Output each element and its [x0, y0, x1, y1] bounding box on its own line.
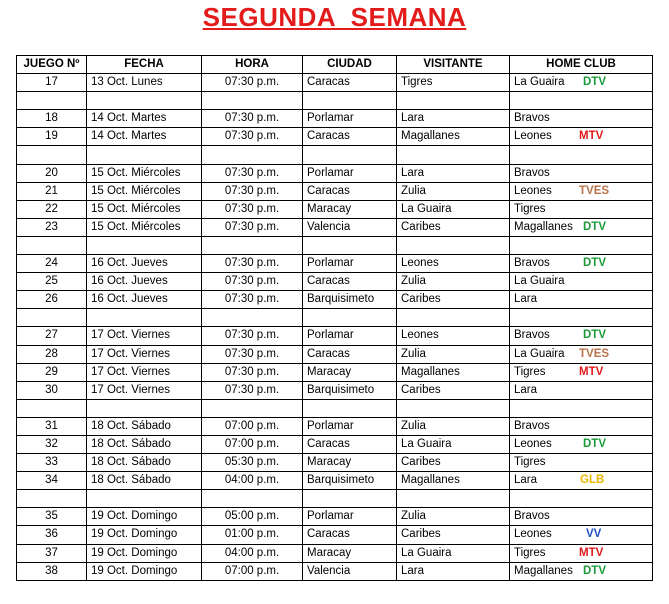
- cell-fecha: 15 Oct. Miércoles: [87, 182, 202, 200]
- empty-cell: [303, 146, 397, 164]
- cell-hora: 07:30 p.m.: [202, 273, 303, 291]
- tv-network-badge: DTV: [583, 329, 606, 342]
- cell-fecha: 15 Oct. Miércoles: [87, 218, 202, 236]
- cell-fecha: 17 Oct. Viernes: [87, 381, 202, 399]
- cell-visitante: Lara: [397, 164, 510, 182]
- home-club-name: Tigres: [514, 456, 546, 469]
- table-row: [17, 472, 653, 490]
- title-text: SEGUNDA SEMANA: [202, 2, 467, 32]
- cell-visitante: Leones: [397, 327, 510, 345]
- empty-cell: [510, 309, 653, 327]
- empty-cell: [17, 92, 87, 110]
- table-row: [17, 454, 653, 472]
- header-home-club: HOME CLUB: [510, 56, 653, 74]
- home-club-name: Tigres: [514, 546, 546, 559]
- separator-row: [17, 490, 653, 508]
- cell-visitante: Zulia: [397, 273, 510, 291]
- empty-cell: [17, 146, 87, 164]
- cell-home-club: [510, 200, 653, 218]
- empty-cell: [87, 236, 202, 254]
- home-club-name: La Guaira: [514, 347, 565, 360]
- header-juego: JUEGO Nº: [17, 56, 87, 74]
- home-club-name: La Guaira: [514, 275, 565, 288]
- cell-home-club: [510, 417, 653, 435]
- header-row: [17, 56, 653, 74]
- cell-fecha: 18 Oct. Sábado: [87, 454, 202, 472]
- cell-visitante: La Guaira: [397, 544, 510, 562]
- empty-cell: [17, 490, 87, 508]
- table-row: [17, 291, 653, 309]
- cell-home-club: [510, 435, 653, 453]
- cell-home-club: [510, 255, 653, 273]
- empty-cell: [87, 92, 202, 110]
- tv-network-badge: DTV: [583, 220, 606, 233]
- home-club-name: La Guaira: [514, 76, 565, 89]
- cell-visitante: Zulia: [397, 345, 510, 363]
- empty-cell: [202, 92, 303, 110]
- header-visitante: VISITANTE: [397, 56, 510, 74]
- cell-juego: 37: [17, 544, 87, 562]
- schedule-table: [16, 55, 653, 581]
- cell-juego: 36: [17, 526, 87, 544]
- tv-network-badge: TVES: [579, 184, 610, 197]
- cell-visitante: Magallanes: [397, 128, 510, 146]
- table-row: [17, 417, 653, 435]
- cell-home-club: [510, 327, 653, 345]
- tv-network-badge: DTV: [583, 437, 606, 450]
- cell-hora: 07:30 p.m.: [202, 327, 303, 345]
- cell-visitante: Zulia: [397, 182, 510, 200]
- cell-fecha: 17 Oct. Viernes: [87, 345, 202, 363]
- cell-hora: 04:00 p.m.: [202, 544, 303, 562]
- cell-home-club: [510, 544, 653, 562]
- schedule-body: [17, 74, 653, 581]
- table-row: [17, 381, 653, 399]
- cell-visitante: Zulia: [397, 417, 510, 435]
- cell-home-club: [510, 291, 653, 309]
- home-club-name: Bravos: [514, 419, 550, 432]
- cell-home-club: [510, 110, 653, 128]
- cell-home-club: [510, 363, 653, 381]
- cell-juego: 25: [17, 273, 87, 291]
- separator-row: [17, 92, 653, 110]
- cell-visitante: Caribes: [397, 291, 510, 309]
- empty-cell: [303, 92, 397, 110]
- tv-network-badge: MTV: [579, 365, 604, 378]
- cell-ciudad: Caracas: [303, 74, 397, 92]
- cell-ciudad: Porlamar: [303, 255, 397, 273]
- empty-cell: [397, 490, 510, 508]
- table-row: [17, 345, 653, 363]
- cell-juego: 17: [17, 74, 87, 92]
- cell-juego: 26: [17, 291, 87, 309]
- cell-visitante: Caribes: [397, 454, 510, 472]
- tv-network-badge: DTV: [583, 76, 606, 89]
- cell-visitante: Magallanes: [397, 472, 510, 490]
- cell-fecha: 14 Oct. Martes: [87, 128, 202, 146]
- cell-fecha: 16 Oct. Jueves: [87, 255, 202, 273]
- cell-ciudad: Porlamar: [303, 327, 397, 345]
- empty-cell: [397, 399, 510, 417]
- cell-fecha: 19 Oct. Domingo: [87, 526, 202, 544]
- cell-visitante: Magallanes: [397, 363, 510, 381]
- cell-fecha: 16 Oct. Jueves: [87, 291, 202, 309]
- tv-network-badge: TVES: [579, 347, 610, 360]
- table-row: [17, 182, 653, 200]
- empty-cell: [87, 399, 202, 417]
- empty-cell: [202, 146, 303, 164]
- cell-juego: 38: [17, 562, 87, 580]
- header-hora: HORA: [202, 56, 303, 74]
- cell-hora: 07:30 p.m.: [202, 218, 303, 236]
- cell-home-club: [510, 526, 653, 544]
- cell-hora: 05:00 p.m.: [202, 508, 303, 526]
- cell-fecha: 14 Oct. Martes: [87, 110, 202, 128]
- cell-juego: 32: [17, 435, 87, 453]
- cell-home-club: [510, 128, 653, 146]
- header-fecha: FECHA: [87, 56, 202, 74]
- cell-home-club: [510, 74, 653, 92]
- cell-juego: 35: [17, 508, 87, 526]
- cell-visitante: La Guaira: [397, 435, 510, 453]
- table-row: [17, 74, 653, 92]
- cell-juego: 27: [17, 327, 87, 345]
- home-club-name: Leones: [514, 528, 552, 541]
- cell-fecha: 19 Oct. Domingo: [87, 562, 202, 580]
- cell-fecha: 17 Oct. Viernes: [87, 363, 202, 381]
- home-club-name: Bravos: [514, 329, 550, 342]
- cell-fecha: 19 Oct. Domingo: [87, 508, 202, 526]
- home-club-name: Tigres: [514, 365, 546, 378]
- table-row: [17, 544, 653, 562]
- separator-row: [17, 309, 653, 327]
- home-club-name: Bravos: [514, 166, 550, 179]
- cell-fecha: 13 Oct. Lunes: [87, 74, 202, 92]
- cell-visitante: Lara: [397, 110, 510, 128]
- cell-juego: 21: [17, 182, 87, 200]
- home-club-name: Bravos: [514, 112, 550, 125]
- home-club-name: Lara: [514, 293, 538, 306]
- home-club-name: Bravos: [514, 510, 550, 523]
- cell-visitante: Caribes: [397, 526, 510, 544]
- separator-row: [17, 146, 653, 164]
- cell-juego: 22: [17, 200, 87, 218]
- tv-network-badge: DTV: [583, 564, 606, 577]
- cell-juego: 30: [17, 381, 87, 399]
- cell-visitante: Caribes: [397, 218, 510, 236]
- cell-fecha: 15 Oct. Miércoles: [87, 164, 202, 182]
- home-club-name: Tigres: [514, 202, 546, 215]
- empty-cell: [510, 490, 653, 508]
- cell-hora: 07:30 p.m.: [202, 381, 303, 399]
- empty-cell: [17, 236, 87, 254]
- cell-fecha: 18 Oct. Sábado: [87, 417, 202, 435]
- cell-ciudad: Porlamar: [303, 508, 397, 526]
- table-row: [17, 526, 653, 544]
- empty-cell: [87, 490, 202, 508]
- cell-visitante: Zulia: [397, 508, 510, 526]
- cell-ciudad: Valencia: [303, 218, 397, 236]
- separator-row: [17, 399, 653, 417]
- separator-row: [17, 236, 653, 254]
- empty-cell: [397, 146, 510, 164]
- cell-ciudad: Valencia: [303, 562, 397, 580]
- cell-ciudad: Porlamar: [303, 110, 397, 128]
- cell-hora: 07:00 p.m.: [202, 435, 303, 453]
- cell-visitante: Tigres: [397, 74, 510, 92]
- home-club-name: Leones: [514, 438, 552, 451]
- tv-network-badge: MTV: [579, 130, 604, 143]
- table-row: [17, 435, 653, 453]
- home-club-name: Lara: [514, 474, 538, 487]
- cell-fecha: 15 Oct. Miércoles: [87, 200, 202, 218]
- cell-fecha: 16 Oct. Jueves: [87, 273, 202, 291]
- cell-home-club: [510, 454, 653, 472]
- table-row: [17, 255, 653, 273]
- cell-hora: 07:30 p.m.: [202, 255, 303, 273]
- page-title: [0, 2, 669, 33]
- empty-cell: [202, 309, 303, 327]
- table-row: [17, 128, 653, 146]
- cell-juego: 18: [17, 110, 87, 128]
- empty-cell: [303, 399, 397, 417]
- cell-hora: 07:30 p.m.: [202, 74, 303, 92]
- empty-cell: [303, 490, 397, 508]
- empty-cell: [87, 146, 202, 164]
- cell-ciudad: Caracas: [303, 128, 397, 146]
- empty-cell: [303, 236, 397, 254]
- cell-juego: 31: [17, 417, 87, 435]
- cell-home-club: [510, 218, 653, 236]
- cell-ciudad: Porlamar: [303, 417, 397, 435]
- cell-juego: 24: [17, 255, 87, 273]
- cell-juego: 29: [17, 363, 87, 381]
- cell-ciudad: Barquisimeto: [303, 291, 397, 309]
- table-row: [17, 562, 653, 580]
- cell-hora: 07:30 p.m.: [202, 182, 303, 200]
- cell-visitante: La Guaira: [397, 200, 510, 218]
- cell-hora: 07:30 p.m.: [202, 200, 303, 218]
- cell-juego: 34: [17, 472, 87, 490]
- cell-juego: 28: [17, 345, 87, 363]
- cell-juego: 33: [17, 454, 87, 472]
- cell-hora: 07:30 p.m.: [202, 164, 303, 182]
- home-club-name: Magallanes: [514, 564, 573, 577]
- cell-ciudad: Porlamar: [303, 164, 397, 182]
- empty-cell: [510, 92, 653, 110]
- cell-home-club: [510, 182, 653, 200]
- cell-visitante: Leones: [397, 255, 510, 273]
- cell-ciudad: Maracay: [303, 363, 397, 381]
- tv-network-badge: MTV: [579, 546, 604, 559]
- cell-ciudad: Maracay: [303, 544, 397, 562]
- cell-ciudad: Barquisimeto: [303, 472, 397, 490]
- empty-cell: [202, 399, 303, 417]
- tv-network-badge: VV: [586, 528, 602, 541]
- table-row: [17, 218, 653, 236]
- cell-home-club: [510, 472, 653, 490]
- cell-ciudad: Caracas: [303, 345, 397, 363]
- table-row: [17, 110, 653, 128]
- cell-juego: 23: [17, 218, 87, 236]
- cell-home-club: [510, 345, 653, 363]
- cell-home-club: [510, 164, 653, 182]
- empty-cell: [202, 236, 303, 254]
- table-row: [17, 273, 653, 291]
- cell-fecha: 18 Oct. Sábado: [87, 472, 202, 490]
- home-club-name: Leones: [514, 184, 552, 197]
- table-row: [17, 363, 653, 381]
- cell-ciudad: Barquisimeto: [303, 381, 397, 399]
- home-club-name: Lara: [514, 383, 538, 396]
- home-club-name: Magallanes: [514, 220, 573, 233]
- cell-hora: 07:30 p.m.: [202, 345, 303, 363]
- empty-cell: [202, 490, 303, 508]
- cell-juego: 20: [17, 164, 87, 182]
- cell-home-club: [510, 508, 653, 526]
- home-club-name: Leones: [514, 130, 552, 143]
- empty-cell: [510, 236, 653, 254]
- cell-hora: 07:00 p.m.: [202, 562, 303, 580]
- cell-ciudad: Maracay: [303, 200, 397, 218]
- empty-cell: [510, 146, 653, 164]
- empty-cell: [303, 309, 397, 327]
- cell-ciudad: Maracay: [303, 454, 397, 472]
- cell-visitante: Lara: [397, 562, 510, 580]
- empty-cell: [510, 399, 653, 417]
- table-row: [17, 508, 653, 526]
- table-row: [17, 200, 653, 218]
- cell-fecha: 19 Oct. Domingo: [87, 544, 202, 562]
- empty-cell: [397, 309, 510, 327]
- tv-network-badge: DTV: [583, 257, 606, 270]
- cell-home-club: [510, 273, 653, 291]
- table-row: [17, 164, 653, 182]
- cell-hora: 07:30 p.m.: [202, 291, 303, 309]
- home-club-name: Bravos: [514, 257, 550, 270]
- empty-cell: [87, 309, 202, 327]
- cell-juego: 19: [17, 128, 87, 146]
- cell-hora: 07:30 p.m.: [202, 363, 303, 381]
- cell-ciudad: Caracas: [303, 273, 397, 291]
- cell-hora: 07:30 p.m.: [202, 128, 303, 146]
- cell-ciudad: Caracas: [303, 435, 397, 453]
- cell-hora: 04:00 p.m.: [202, 472, 303, 490]
- cell-ciudad: Caracas: [303, 182, 397, 200]
- cell-fecha: 18 Oct. Sábado: [87, 435, 202, 453]
- header-ciudad: CIUDAD: [303, 56, 397, 74]
- cell-ciudad: Caracas: [303, 526, 397, 544]
- cell-hora: 01:00 p.m.: [202, 526, 303, 544]
- empty-cell: [397, 236, 510, 254]
- cell-fecha: 17 Oct. Viernes: [87, 327, 202, 345]
- empty-cell: [397, 92, 510, 110]
- cell-home-club: [510, 562, 653, 580]
- tv-network-badge: GLB: [580, 474, 605, 487]
- empty-cell: [17, 399, 87, 417]
- cell-visitante: Caribes: [397, 381, 510, 399]
- cell-hora: 07:30 p.m.: [202, 110, 303, 128]
- cell-hora: 05:30 p.m.: [202, 454, 303, 472]
- cell-hora: 07:00 p.m.: [202, 417, 303, 435]
- empty-cell: [17, 309, 87, 327]
- cell-home-club: [510, 381, 653, 399]
- table-row: [17, 327, 653, 345]
